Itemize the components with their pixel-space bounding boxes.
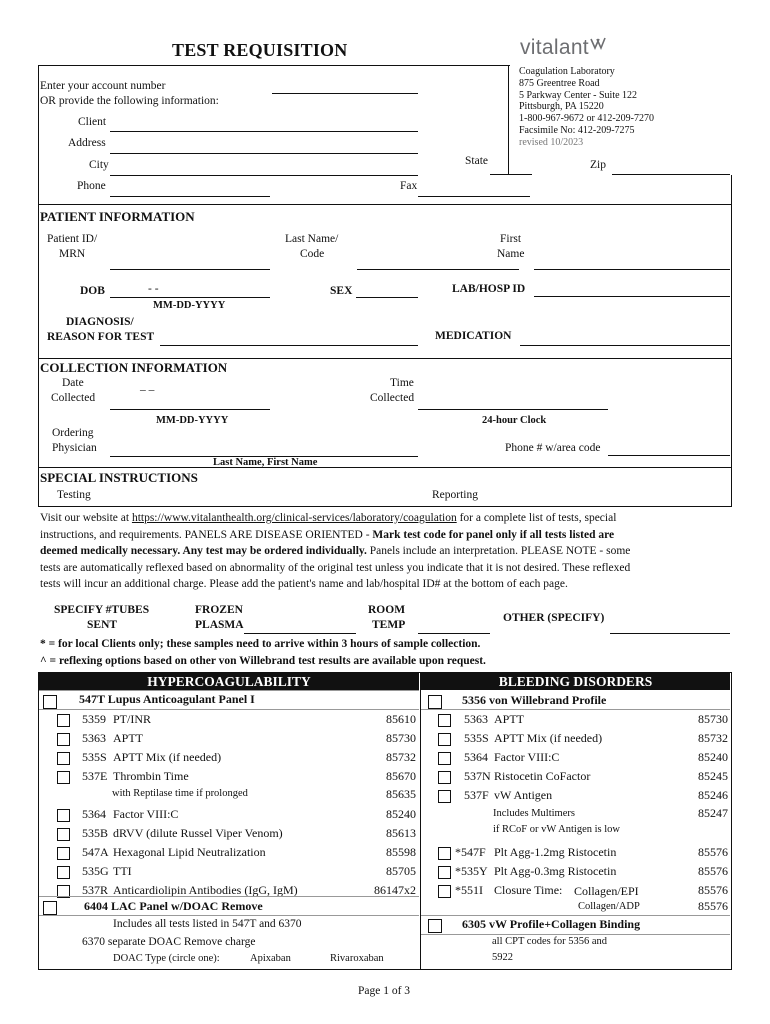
reptilase-cpt: 85635: [386, 787, 416, 801]
hyper-test-535s-code: 535S: [82, 750, 107, 764]
agg-test-551i-name: Closure Time:: [494, 883, 563, 897]
room-label: ROOM: [368, 604, 406, 616]
date-label: Date: [62, 377, 84, 389]
last-name-field[interactable]: [357, 269, 519, 270]
page-number: Page 1 of 3: [358, 985, 411, 997]
agg-test-547f-code: *547F: [455, 845, 486, 859]
patient-id-label: Patient ID/: [47, 233, 98, 245]
other-specify-label: OTHER (SPECIFY): [503, 612, 605, 624]
hyper-test-5359-name: PT/INR: [113, 712, 152, 726]
all-cpt-note-2: 5922: [492, 952, 513, 963]
agg-test-551i-sub: Collagen/EPI: [574, 884, 639, 898]
hyper-test-537r-code: 537R: [82, 883, 109, 897]
bleed-test-537n-name: Ristocetin CoFactor: [494, 769, 591, 783]
time-collected-label: Collected: [370, 392, 415, 404]
bleed-test-535s-name: APTT Mix (if needed): [494, 731, 603, 745]
hyper-test-5363-name: APTT: [113, 731, 143, 745]
bleeding-disorders-heading: BLEEDING DISORDERS: [421, 673, 730, 690]
bleed-test-537f-name: vW Antigen: [494, 788, 553, 802]
fax-field[interactable]: [418, 196, 530, 197]
hyper-test-5359-cpt: 85610: [386, 712, 416, 726]
account-number-field[interactable]: [272, 93, 418, 94]
hyper-test-535s-checkbox[interactable]: [57, 752, 70, 765]
account-number-label: Enter your account number: [40, 80, 166, 92]
other-specify-field[interactable]: [610, 633, 730, 634]
multimers-label: Includes Multimers: [493, 808, 575, 819]
agg-test-547f-checkbox[interactable]: [438, 847, 451, 860]
physician-label: Physician: [52, 442, 97, 454]
temp-label: TEMP: [372, 619, 406, 631]
bleed-test-537n-code: 537N: [464, 769, 491, 783]
client-label: Client: [78, 116, 107, 128]
instructions-paragraph: Visit our website at https://www.vitalanthealth.org/clinical-services/laboratory/coagulation for a complete list of tests, special instructions, and requirements. PANELS ARE DISEASE ORIENTED - Mark test code for panel only if all tests listed are deemed medically necessary. Any test may be ordered individually. Panels include an interpretation. PLEASE NOTE - some tests are automatically reflexed based on abnormality of the original test unless you indicate that it is not desired. These reflexed tests will incur an additional charge. Please add the patient's name and lab/hospital ID# at the bottom of each page.: [40, 512, 631, 590]
hyper-test-5359-code: 5359: [82, 712, 106, 726]
zip-label: Zip: [590, 159, 606, 171]
panel-6305-row: 6305 vW Profile+Collagen Binding: [462, 917, 641, 931]
doac-charge-row: 6370 separate DOAC Remove charge: [82, 936, 256, 948]
dob-label: DOB: [80, 285, 105, 297]
state-field[interactable]: [490, 174, 532, 175]
agg-test-551i-checkbox[interactable]: [438, 885, 451, 898]
agg-test-535y-cpt: 85576: [698, 864, 728, 878]
reptilase-note: with Reptilase time if prolonged: [112, 788, 248, 799]
hyper-test-547a-cpt: 85598: [386, 845, 416, 859]
reason-label: REASON FOR TEST: [47, 331, 155, 343]
hyper-test-535g-name: TTI: [113, 864, 132, 878]
first-name-field[interactable]: [534, 269, 730, 270]
sent-label: SENT: [87, 619, 118, 631]
hyper-test-537e-name: Thrombin Time: [113, 769, 189, 783]
bleed-test-5364-checkbox[interactable]: [438, 752, 451, 765]
all-cpt-note: all CPT codes for 5356 and: [492, 936, 607, 947]
patient-id-field[interactable]: [110, 269, 270, 270]
panel-547t-row: 547T Lupus Anticoagulant Panel I: [79, 692, 255, 706]
name-label: Name: [497, 248, 525, 260]
clock-hint: 24-hour Clock: [482, 415, 547, 426]
multimers-note: if RCoF or vW Antigen is low: [493, 824, 620, 835]
sex-field[interactable]: [356, 297, 418, 298]
agg-test-535y-checkbox[interactable]: [438, 866, 451, 879]
panel-6404-checkbox[interactable]: [43, 901, 57, 915]
bleed-test-537n-checkbox[interactable]: [438, 771, 451, 784]
hyper-test-535s-cpt: 85732: [386, 750, 416, 764]
hyper-test-5364-name: Factor VIII:C: [113, 807, 179, 821]
phone-label: Phone: [77, 180, 106, 192]
time-collected-field[interactable]: [418, 409, 608, 410]
bleed-test-535s-code: 535S: [464, 731, 489, 745]
doac-type-label: DOAC Type (circle one):: [113, 953, 220, 964]
includes-note: Includes all tests listed in 547T and 6370: [113, 918, 302, 930]
last-first-hint: Last Name, First Name: [213, 457, 318, 468]
bleed-test-537f-checkbox[interactable]: [438, 790, 451, 803]
plasma-label: PLASMA: [195, 619, 244, 631]
hyper-test-5363-checkbox[interactable]: [57, 733, 70, 746]
address-label: Address: [68, 137, 106, 149]
local-clients-note: * = for local Clients only; these samples need to arrive within 3 hours of sample collection.: [40, 638, 481, 650]
bleed-test-5364-code: 5364: [464, 750, 488, 764]
hyper-test-535g-cpt: 85705: [386, 864, 416, 878]
reflex-note: ^ = reflexing options based on other von Willebrand test results are available upon request.: [40, 655, 486, 667]
hyper-test-535s-name: APTT Mix (if needed): [113, 750, 222, 764]
bleed-test-5364-name: Factor VIII:C: [494, 750, 560, 764]
hyper-test-537r-cpt: 86147x2: [374, 883, 416, 897]
diagnosis-field[interactable]: [160, 345, 418, 346]
agg-test-547f-cpt: 85576: [698, 845, 728, 859]
rivaroxaban-option[interactable]: Rivaroxaban: [330, 953, 384, 964]
hyper-test-547a-checkbox[interactable]: [57, 847, 70, 860]
sex-label: SEX: [330, 285, 353, 297]
bleed-test-537f-code: 537F: [464, 788, 489, 802]
hyper-test-5363-cpt: 85730: [386, 731, 416, 745]
hyper-test-535b-cpt: 85613: [386, 826, 416, 840]
phone-area-label: Phone # w/area code: [505, 442, 601, 454]
testing-label: Testing: [57, 489, 91, 501]
agg-test-535y-code: *535Y: [455, 864, 488, 878]
date-format-hint: MM-DD-YYYY: [156, 415, 229, 426]
special-instructions-heading: SPECIAL INSTRUCTIONS: [40, 470, 198, 485]
hyper-test-5364-code: 5364: [82, 807, 106, 821]
panel-5356-checkbox[interactable]: [428, 695, 442, 709]
hyper-test-537e-checkbox[interactable]: [57, 771, 70, 784]
hyper-test-5364-cpt: 85240: [386, 807, 416, 821]
panel-547t-checkbox[interactable]: [43, 695, 57, 709]
agg-test-551i-code: *551I: [455, 883, 483, 897]
hyper-test-537r-name: Anticardiolipin Antibodies (IgG, IgM): [113, 883, 298, 897]
date-collected-label: Collected: [51, 392, 96, 404]
hyper-test-547a-code: 547A: [82, 845, 109, 859]
medication-field[interactable]: [520, 345, 730, 346]
bleed-test-5363-name: APTT: [494, 712, 524, 726]
bleed-test-5363-checkbox[interactable]: [438, 714, 451, 727]
ordering-label: Ordering: [52, 427, 94, 439]
last-name-label: Last Name/: [285, 233, 339, 245]
hyper-test-535g-code: 535G: [82, 864, 109, 878]
patient-info-heading: PATIENT INFORMATION: [40, 209, 195, 224]
frozen-label: FROZEN: [195, 604, 243, 616]
time-label: Time: [390, 377, 414, 389]
hyper-test-547a-name: Hexagonal Lipid Neutralization: [113, 845, 266, 859]
panel-6305-checkbox[interactable]: [428, 919, 442, 933]
vitalant-logo: vitalant: [520, 36, 607, 60]
hyper-test-5363-code: 5363: [82, 731, 106, 745]
room-temp-field[interactable]: [418, 633, 490, 634]
diagnosis-label: DIAGNOSIS/: [66, 316, 134, 328]
collagen-adp-cpt: 85576: [698, 899, 728, 913]
bleed-test-5363-code: 5363: [464, 712, 488, 726]
client-field[interactable]: [110, 131, 418, 132]
multimers-cpt: 85247: [698, 806, 728, 820]
hyper-test-535b-checkbox[interactable]: [57, 828, 70, 841]
dob-separators: - -: [148, 283, 159, 295]
city-label: City: [89, 159, 109, 171]
panel-5356-row: 5356 von Willebrand Profile: [462, 693, 607, 707]
or-provide-label: OR provide the following information:: [40, 95, 219, 107]
lab-address: Coagulation Laboratory 875 Greentree Road 5 Parkway Center - Suite 122 Pittsburgh, PA 15220 1-800-967-9672 or 412-209-7270 Facsimile No: 412-209-7275 revised 10/2023: [519, 66, 654, 148]
coagulation-link[interactable]: https://www.vitalanthealth.org/clinical-services/laboratory/coagulation: [131, 512, 457, 524]
hyper-test-537e-code: 537E: [82, 769, 108, 783]
state-label: State: [465, 155, 488, 167]
bleed-test-5363-cpt: 85730: [698, 712, 728, 726]
reporting-label: Reporting: [432, 489, 478, 501]
hyper-test-5359-checkbox[interactable]: [57, 714, 70, 727]
phone-field[interactable]: [110, 196, 270, 197]
agg-test-547f-name: Plt Agg-1.2mg Ristocetin: [494, 845, 617, 859]
hyper-test-535b-code: 535B: [82, 826, 109, 840]
collagen-adp-label: Collagen/ADP: [578, 901, 640, 912]
panel-6404-row: 6404 LAC Panel w/DOAC Remove: [84, 899, 263, 913]
hypercoagulability-heading: HYPERCOAGULABILITY: [39, 673, 419, 690]
date-collected-field[interactable]: [110, 409, 270, 410]
bleed-test-537n-cpt: 85245: [698, 769, 728, 783]
bleed-test-535s-cpt: 85732: [698, 731, 728, 745]
medication-label: MEDICATION: [435, 330, 512, 342]
address-field[interactable]: [110, 153, 418, 154]
lab-hosp-id-field[interactable]: [534, 296, 730, 297]
date-separators: – –: [140, 384, 155, 396]
fax-label: Fax: [400, 180, 418, 192]
apixaban-option[interactable]: Apixaban: [250, 953, 291, 964]
dob-format-hint: MM-DD-YYYY: [153, 300, 226, 311]
dob-field[interactable]: [110, 297, 270, 298]
collection-info-heading: COLLECTION INFORMATION: [40, 360, 228, 375]
logo-mark-icon: [589, 36, 607, 52]
hyper-test-5364-checkbox[interactable]: [57, 809, 70, 822]
bleed-test-535s-checkbox[interactable]: [438, 733, 451, 746]
specify-tubes-label: SPECIFY #TUBES: [54, 604, 150, 616]
first-label: First: [500, 233, 522, 245]
bleed-test-537f-cpt: 85246: [698, 788, 728, 802]
page-title: TEST REQUISITION: [172, 40, 348, 60]
code-label: Code: [300, 248, 325, 260]
frozen-plasma-field[interactable]: [244, 633, 356, 634]
city-field[interactable]: [110, 175, 418, 176]
hyper-test-535g-checkbox[interactable]: [57, 866, 70, 879]
mrn-label: MRN: [59, 248, 86, 260]
zip-field[interactable]: [612, 174, 730, 175]
hyper-test-537e-cpt: 85670: [386, 769, 416, 783]
agg-test-551i-cpt: 85576: [698, 883, 728, 897]
lab-hosp-id-label: LAB/HOSP ID: [452, 283, 526, 295]
bleed-test-5364-cpt: 85240: [698, 750, 728, 764]
hyper-test-535b-name: dRVV (dilute Russel Viper Venom): [113, 826, 283, 840]
physician-phone-field[interactable]: [608, 455, 730, 456]
agg-test-535y-name: Plt Agg-0.3mg Ristocetin: [494, 864, 617, 878]
